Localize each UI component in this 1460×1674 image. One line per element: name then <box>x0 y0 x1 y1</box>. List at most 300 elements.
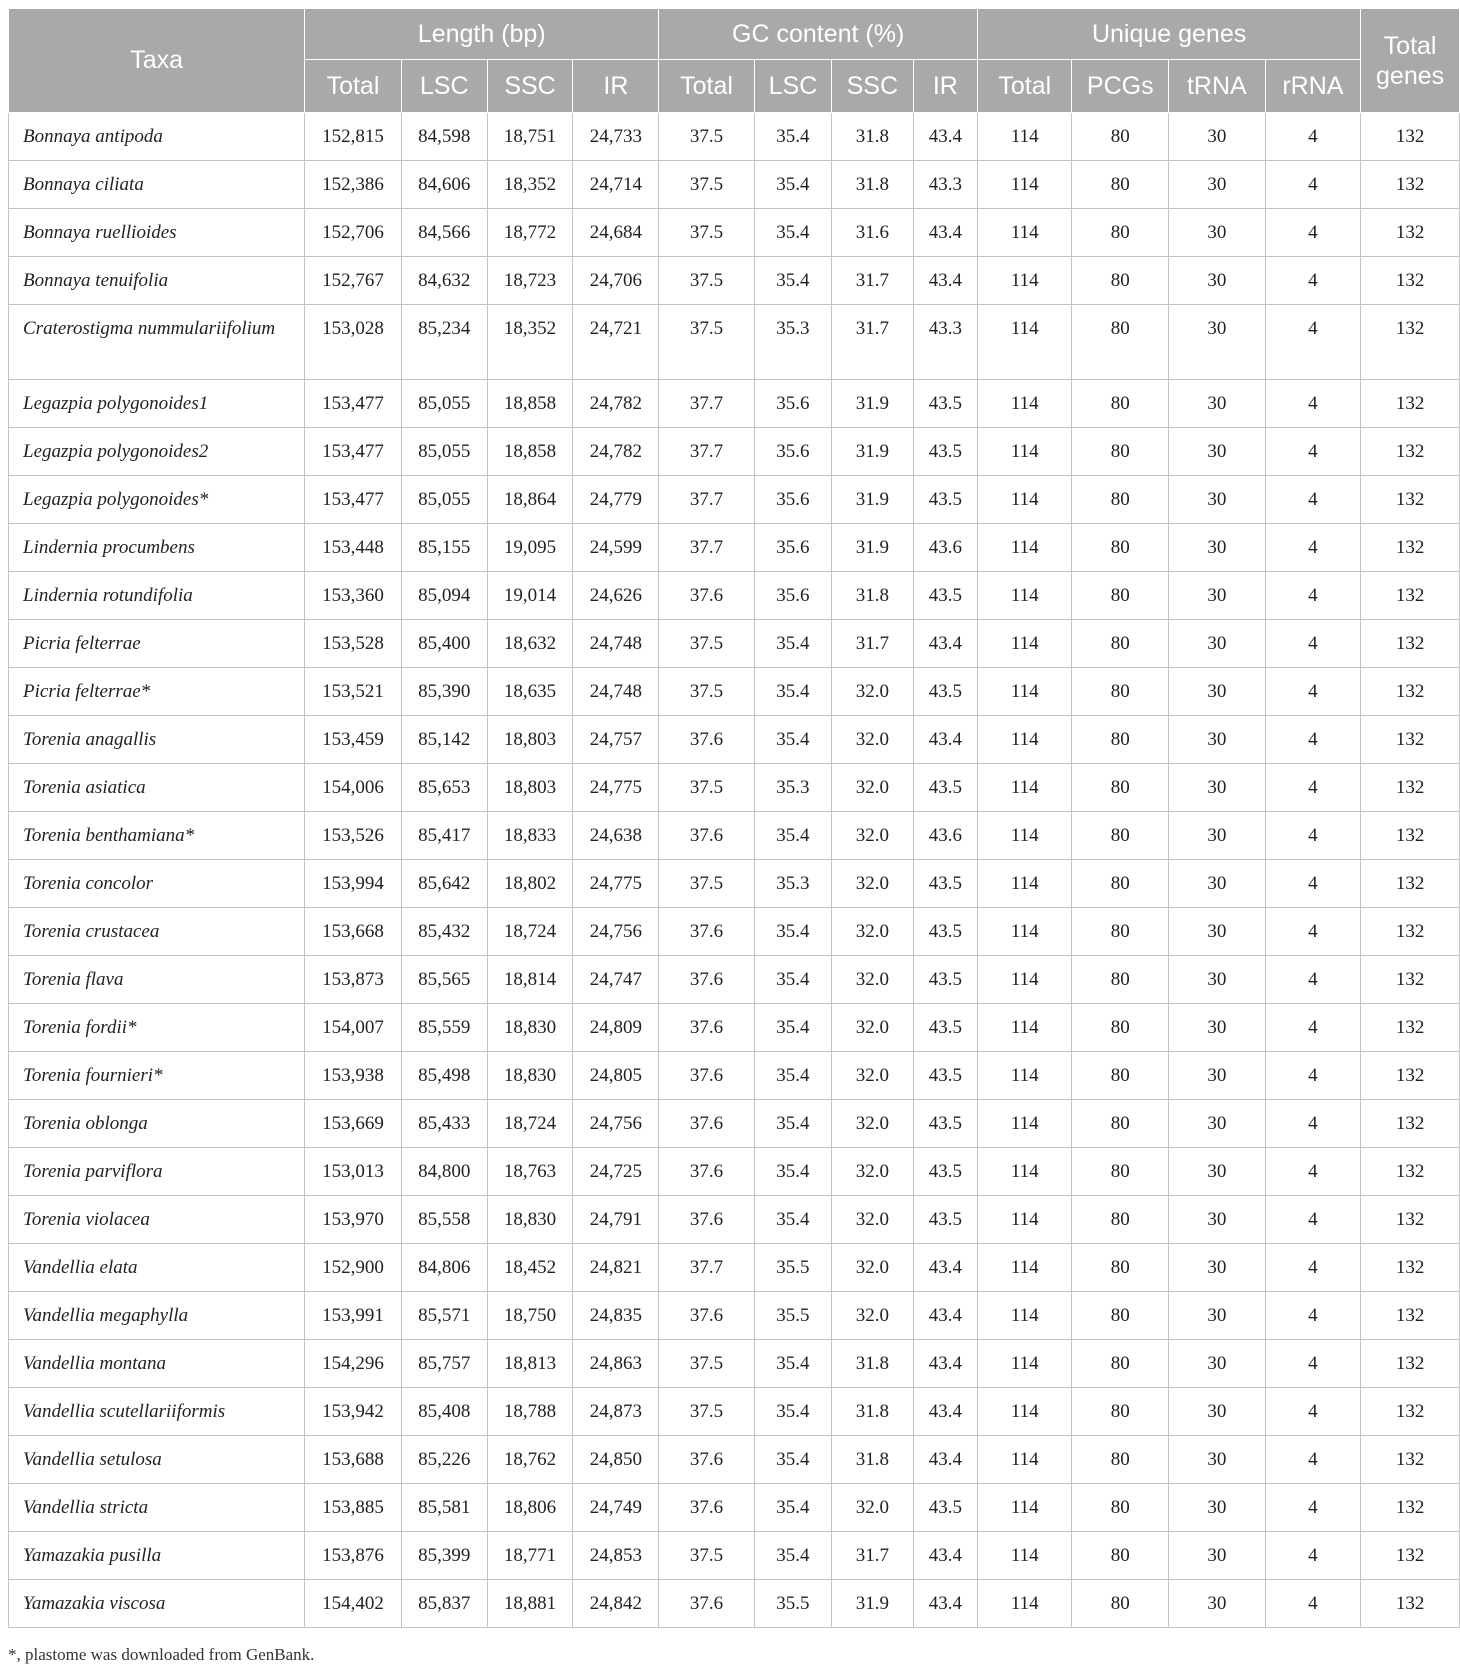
cell-gc-ir <box>913 1340 977 1388</box>
cell-value: 35.4 <box>776 729 810 750</box>
cell-value: 80 <box>1110 222 1130 243</box>
cell-value: 132 <box>1395 1449 1425 1470</box>
cell-unique-trna <box>1169 1436 1266 1484</box>
table-row <box>9 305 1460 380</box>
cell-unique-pcgs <box>1072 1196 1169 1244</box>
table-row <box>9 812 1460 860</box>
cell-gc-lsc <box>754 716 831 764</box>
cell-length-ir <box>573 1484 659 1532</box>
cell-gc-total <box>659 812 755 860</box>
cell-value: 4 <box>1308 921 1318 942</box>
cell-length-lsc <box>401 1004 487 1052</box>
cell-value: 18,833 <box>503 825 557 846</box>
cell-value: 24,599 <box>589 537 642 558</box>
cell-unique-rrna <box>1265 1196 1361 1244</box>
cell-value: 18,452 <box>503 1257 557 1278</box>
cell-gc-ir <box>913 257 977 305</box>
cell-value: 19,014 <box>503 585 557 606</box>
cell-taxon <box>9 572 305 620</box>
cell-gc-ir <box>913 113 977 161</box>
cell-gc-total <box>659 524 755 572</box>
cell-value: 153,477 <box>322 441 384 462</box>
table-row <box>9 524 1460 572</box>
cell-value: 24,749 <box>589 1497 642 1518</box>
cell-value: 43.4 <box>928 222 962 243</box>
cell-length-lsc <box>401 428 487 476</box>
cell-value: 4 <box>1308 1401 1318 1422</box>
cell-value: 132 <box>1395 1353 1425 1374</box>
cell-length-total <box>305 1436 402 1484</box>
cell-value: 4 <box>1308 222 1318 243</box>
cell-gc-ssc <box>832 161 914 209</box>
cell-length-total <box>305 1340 402 1388</box>
cell-value: 30 <box>1207 1545 1227 1566</box>
cell-total-genes <box>1361 1436 1460 1484</box>
cell-unique-pcgs <box>1072 1484 1169 1532</box>
cell-gc-total <box>659 1388 755 1436</box>
cell-gc-total <box>659 860 755 908</box>
cell-value: 153,688 <box>322 1449 384 1470</box>
cell-value: 4 <box>1308 1545 1318 1566</box>
cell-length-ssc <box>487 620 573 668</box>
cell-unique-pcgs <box>1072 1244 1169 1292</box>
cell-value: 114 <box>1010 318 1039 339</box>
cell-value: 132 <box>1395 1257 1425 1278</box>
cell-unique-pcgs <box>1072 1100 1169 1148</box>
cell-value: 80 <box>1110 1209 1130 1230</box>
cell-value: 18,881 <box>503 1593 557 1614</box>
header-unique-rrna: rRNA <box>1265 60 1361 113</box>
cell-value: 43.4 <box>928 1353 962 1374</box>
cell-value: 132 <box>1395 921 1425 942</box>
cell-length-ir <box>573 209 659 257</box>
cell-value: 80 <box>1110 585 1130 606</box>
cell-unique-trna <box>1169 1244 1266 1292</box>
cell-length-total <box>305 1100 402 1148</box>
cell-value: 24,853 <box>589 1545 642 1566</box>
cell-value: 35.5 <box>776 1257 810 1278</box>
cell-taxon <box>9 1340 305 1388</box>
table-row <box>9 716 1460 764</box>
cell-value: 85,400 <box>418 633 471 654</box>
cell-value: 31.8 <box>855 1401 889 1422</box>
cell-total-genes <box>1361 668 1460 716</box>
cell-value: 37.5 <box>689 270 724 291</box>
cell-value: 35.4 <box>776 1113 810 1134</box>
cell-gc-lsc <box>754 956 831 1004</box>
cell-value: 154,402 <box>322 1593 384 1614</box>
cell-value: 153,876 <box>322 1545 384 1566</box>
cell-length-total <box>305 476 402 524</box>
cell-unique-rrna <box>1265 668 1361 716</box>
cell-unique-pcgs <box>1072 1292 1169 1340</box>
cell-value: 132 <box>1395 1593 1425 1614</box>
cell-unique-rrna <box>1265 1292 1361 1340</box>
cell-gc-ir <box>913 209 977 257</box>
cell-total-genes <box>1361 1052 1460 1100</box>
cell-value: 43.5 <box>928 1113 962 1134</box>
cell-value: 153,477 <box>322 393 384 414</box>
cell-length-ir <box>573 860 659 908</box>
cell-length-lsc <box>401 1484 487 1532</box>
cell-gc-lsc <box>754 380 831 428</box>
cell-gc-ssc <box>832 257 914 305</box>
table-row <box>9 620 1460 668</box>
cell-value: 30 <box>1207 633 1227 654</box>
taxon-name: Yamazakia pusilla <box>23 1545 162 1566</box>
cell-unique-pcgs <box>1072 1388 1169 1436</box>
cell-unique-rrna <box>1265 1340 1361 1388</box>
cell-taxon <box>9 1388 305 1436</box>
cell-value: 80 <box>1110 318 1130 339</box>
taxon-name: Picria felterrae <box>23 633 141 654</box>
cell-gc-ssc <box>832 209 914 257</box>
cell-length-ir <box>573 716 659 764</box>
cell-gc-total <box>659 1484 755 1532</box>
cell-value: 32.0 <box>855 1113 889 1134</box>
cell-value: 37.5 <box>689 174 724 195</box>
cell-value: 35.4 <box>776 222 810 243</box>
cell-value: 80 <box>1110 1497 1130 1518</box>
cell-value: 18,803 <box>503 729 557 750</box>
cell-length-ssc <box>487 1100 573 1148</box>
cell-value: 80 <box>1110 1113 1130 1134</box>
cell-total-genes <box>1361 1292 1460 1340</box>
cell-gc-lsc <box>754 1004 831 1052</box>
cell-value: 24,850 <box>589 1449 642 1470</box>
cell-value: 37.5 <box>689 318 724 339</box>
cell-gc-ssc <box>832 1052 914 1100</box>
cell-length-ir <box>573 1532 659 1580</box>
cell-unique-rrna <box>1265 1052 1361 1100</box>
cell-value: 30 <box>1207 1065 1227 1086</box>
taxon-name: Torenia benthamiana* <box>23 825 195 846</box>
cell-total-genes <box>1361 1004 1460 1052</box>
cell-unique-rrna <box>1265 956 1361 1004</box>
cell-value: 18,632 <box>503 633 557 654</box>
cell-unique-rrna <box>1265 1148 1361 1196</box>
cell-unique-trna <box>1169 572 1266 620</box>
cell-value: 43.3 <box>928 318 962 339</box>
cell-value: 18,724 <box>503 921 557 942</box>
cell-taxon <box>9 1100 305 1148</box>
cell-gc-lsc <box>754 161 831 209</box>
cell-value: 43.4 <box>928 1257 962 1278</box>
cell-unique-pcgs <box>1072 476 1169 524</box>
cell-value: 152,386 <box>322 174 384 195</box>
cell-gc-ssc <box>832 716 914 764</box>
cell-unique-rrna <box>1265 908 1361 956</box>
cell-value: 18,858 <box>503 393 557 414</box>
cell-length-lsc <box>401 161 487 209</box>
cell-unique-pcgs <box>1072 161 1169 209</box>
taxon-name: Bonnaya ruellioides <box>23 222 177 243</box>
taxon-name: Legazpia polygonoides* <box>23 489 209 510</box>
cell-gc-ir <box>913 1004 977 1052</box>
cell-value: 35.4 <box>776 825 810 846</box>
cell-gc-total <box>659 572 755 620</box>
cell-gc-total <box>659 1292 755 1340</box>
cell-total-genes <box>1361 428 1460 476</box>
cell-value: 30 <box>1207 1113 1227 1134</box>
cell-value: 132 <box>1395 633 1425 654</box>
table-row <box>9 572 1460 620</box>
cell-value: 43.5 <box>928 873 962 894</box>
cell-value: 80 <box>1110 729 1130 750</box>
cell-value: 154,007 <box>322 1017 384 1038</box>
cell-unique-pcgs <box>1072 380 1169 428</box>
cell-gc-ir <box>913 428 977 476</box>
cell-gc-ir <box>913 860 977 908</box>
cell-taxon <box>9 1436 305 1484</box>
cell-gc-total <box>659 668 755 716</box>
cell-value: 153,991 <box>322 1305 384 1326</box>
header-length-total: Total <box>305 60 402 113</box>
cell-length-total <box>305 1244 402 1292</box>
cell-value: 18,830 <box>503 1017 557 1038</box>
cell-value: 24,684 <box>589 222 642 243</box>
cell-gc-ssc <box>832 1196 914 1244</box>
cell-length-ssc <box>487 716 573 764</box>
cell-gc-ssc <box>832 113 914 161</box>
cell-value: 32.0 <box>855 1065 889 1086</box>
cell-value: 114 <box>1010 825 1039 846</box>
cell-value: 85,390 <box>418 681 471 702</box>
table-row <box>9 1244 1460 1292</box>
cell-total-genes <box>1361 476 1460 524</box>
cell-value: 80 <box>1110 126 1130 147</box>
cell-gc-total <box>659 428 755 476</box>
cell-value: 35.5 <box>776 1305 810 1326</box>
cell-taxon <box>9 161 305 209</box>
cell-gc-lsc <box>754 620 831 668</box>
cell-length-total <box>305 572 402 620</box>
cell-unique-pcgs <box>1072 1340 1169 1388</box>
cell-total-genes <box>1361 764 1460 812</box>
cell-taxon <box>9 380 305 428</box>
cell-value: 85,581 <box>418 1497 471 1518</box>
cell-value: 30 <box>1207 969 1227 990</box>
cell-value: 114 <box>1010 585 1039 606</box>
cell-gc-ir <box>913 476 977 524</box>
cell-unique-pcgs <box>1072 113 1169 161</box>
cell-value: 4 <box>1308 537 1318 558</box>
cell-value: 31.6 <box>855 222 889 243</box>
cell-taxon <box>9 812 305 860</box>
cell-value: 31.9 <box>855 537 889 558</box>
cell-value: 18,814 <box>503 969 557 990</box>
cell-value: 31.7 <box>855 633 889 654</box>
cell-value: 4 <box>1308 681 1318 702</box>
cell-taxon <box>9 956 305 1004</box>
cell-value: 30 <box>1207 174 1227 195</box>
cell-taxon <box>9 428 305 476</box>
cell-value: 80 <box>1110 270 1130 291</box>
cell-unique-rrna <box>1265 620 1361 668</box>
cell-gc-ir <box>913 1100 977 1148</box>
cell-gc-ssc <box>832 1532 914 1580</box>
cell-value: 132 <box>1395 873 1425 894</box>
cell-value: 32.0 <box>855 825 889 846</box>
table-row <box>9 1292 1460 1340</box>
cell-value: 31.7 <box>855 1545 889 1566</box>
cell-value: 43.5 <box>928 969 962 990</box>
cell-value: 24,706 <box>589 270 642 291</box>
cell-total-genes <box>1361 908 1460 956</box>
cell-value: 114 <box>1010 633 1039 654</box>
cell-length-ir <box>573 1436 659 1484</box>
cell-total-genes <box>1361 956 1460 1004</box>
cell-length-total <box>305 956 402 1004</box>
cell-gc-lsc <box>754 860 831 908</box>
cell-unique-total <box>978 1532 1072 1580</box>
cell-value: 84,598 <box>418 126 471 147</box>
cell-value: 80 <box>1110 633 1130 654</box>
cell-value: 18,724 <box>503 1113 557 1134</box>
cell-length-ssc <box>487 1532 573 1580</box>
cell-value: 85,399 <box>418 1545 471 1566</box>
cell-value: 114 <box>1010 1497 1039 1518</box>
cell-unique-total <box>978 1388 1072 1436</box>
taxon-name: Vandellia scutellariiformis <box>23 1401 226 1422</box>
cell-value: 35.4 <box>776 969 810 990</box>
cell-length-total <box>305 764 402 812</box>
cell-unique-pcgs <box>1072 209 1169 257</box>
cell-taxon <box>9 716 305 764</box>
cell-gc-lsc <box>754 305 831 380</box>
cell-unique-pcgs <box>1072 956 1169 1004</box>
header-gc-total: Total <box>659 60 755 113</box>
cell-value: 31.7 <box>855 270 889 291</box>
cell-length-ir <box>573 812 659 860</box>
cell-value: 18,723 <box>503 270 557 291</box>
cell-value: 32.0 <box>855 921 889 942</box>
cell-value: 35.3 <box>776 318 810 339</box>
cell-gc-ssc <box>832 572 914 620</box>
cell-value: 132 <box>1395 585 1425 606</box>
cell-value: 35.4 <box>776 1401 810 1422</box>
cell-gc-total <box>659 908 755 956</box>
table-row <box>9 860 1460 908</box>
cell-length-ssc <box>487 1484 573 1532</box>
cell-total-genes <box>1361 1148 1460 1196</box>
cell-length-ssc <box>487 572 573 620</box>
cell-value: 32.0 <box>855 969 889 990</box>
cell-gc-total <box>659 620 755 668</box>
cell-value: 43.3 <box>928 174 962 195</box>
cell-total-genes <box>1361 161 1460 209</box>
cell-length-ir <box>573 620 659 668</box>
cell-unique-rrna <box>1265 1004 1361 1052</box>
cell-unique-total <box>978 1340 1072 1388</box>
cell-unique-rrna <box>1265 476 1361 524</box>
cell-unique-rrna <box>1265 764 1361 812</box>
cell-value: 37.7 <box>689 393 724 414</box>
cell-value: 35.4 <box>776 1353 810 1374</box>
cell-value: 30 <box>1207 1161 1227 1182</box>
cell-value: 43.4 <box>928 1545 962 1566</box>
cell-value: 114 <box>1010 1593 1039 1614</box>
cell-value: 30 <box>1207 825 1227 846</box>
cell-taxon <box>9 1244 305 1292</box>
cell-value: 114 <box>1010 1401 1039 1422</box>
cell-unique-trna <box>1169 1292 1266 1340</box>
cell-gc-ssc <box>832 1436 914 1484</box>
cell-value: 85,559 <box>418 1017 471 1038</box>
taxon-name: Torenia flava <box>23 969 124 990</box>
cell-value: 132 <box>1395 1305 1425 1326</box>
cell-length-lsc <box>401 305 487 380</box>
cell-taxon <box>9 1580 305 1628</box>
cell-unique-pcgs <box>1072 1052 1169 1100</box>
cell-length-ir <box>573 1004 659 1052</box>
cell-value: 85,226 <box>418 1449 471 1470</box>
cell-length-ssc <box>487 812 573 860</box>
cell-taxon <box>9 113 305 161</box>
cell-length-ssc <box>487 860 573 908</box>
cell-gc-lsc <box>754 812 831 860</box>
cell-value: 37.5 <box>689 681 724 702</box>
cell-length-total <box>305 1004 402 1052</box>
cell-length-lsc <box>401 209 487 257</box>
cell-value: 132 <box>1395 318 1425 339</box>
cell-value: 43.4 <box>928 1449 962 1470</box>
cell-unique-total <box>978 428 1072 476</box>
cell-value: 30 <box>1207 1353 1227 1374</box>
cell-value: 114 <box>1010 873 1039 894</box>
cell-total-genes <box>1361 257 1460 305</box>
cell-value: 43.5 <box>928 921 962 942</box>
cell-value: 24,626 <box>589 585 642 606</box>
cell-value: 18,771 <box>503 1545 557 1566</box>
cell-value: 18,762 <box>503 1449 557 1470</box>
cell-length-total <box>305 1532 402 1580</box>
table-row <box>9 428 1460 476</box>
taxon-name: Legazpia polygonoides2 <box>23 441 209 462</box>
taxon-name: Torenia oblonga <box>23 1113 148 1134</box>
cell-gc-ir <box>913 620 977 668</box>
cell-length-ir <box>573 380 659 428</box>
cell-unique-trna <box>1169 1484 1266 1532</box>
cell-total-genes <box>1361 812 1460 860</box>
cell-unique-total <box>978 1196 1072 1244</box>
cell-value: 85,558 <box>418 1209 471 1230</box>
cell-gc-ssc <box>832 1340 914 1388</box>
cell-unique-pcgs <box>1072 620 1169 668</box>
cell-unique-total <box>978 476 1072 524</box>
cell-value: 114 <box>1010 174 1039 195</box>
table-row <box>9 161 1460 209</box>
cell-gc-total <box>659 764 755 812</box>
cell-value: 4 <box>1308 318 1318 339</box>
cell-length-total <box>305 812 402 860</box>
cell-taxon <box>9 1052 305 1100</box>
cell-total-genes <box>1361 209 1460 257</box>
cell-gc-ir <box>913 1052 977 1100</box>
cell-gc-lsc <box>754 1340 831 1388</box>
cell-unique-total <box>978 1292 1072 1340</box>
cell-value: 32.0 <box>855 1161 889 1182</box>
cell-value: 37.5 <box>689 633 724 654</box>
cell-value: 132 <box>1395 489 1425 510</box>
cell-value: 24,775 <box>589 873 642 894</box>
cell-unique-pcgs <box>1072 716 1169 764</box>
cell-value: 30 <box>1207 126 1227 147</box>
cell-gc-total <box>659 161 755 209</box>
cell-unique-pcgs <box>1072 572 1169 620</box>
taxon-name: Torenia crustacea <box>23 921 160 942</box>
cell-gc-ssc <box>832 1004 914 1052</box>
